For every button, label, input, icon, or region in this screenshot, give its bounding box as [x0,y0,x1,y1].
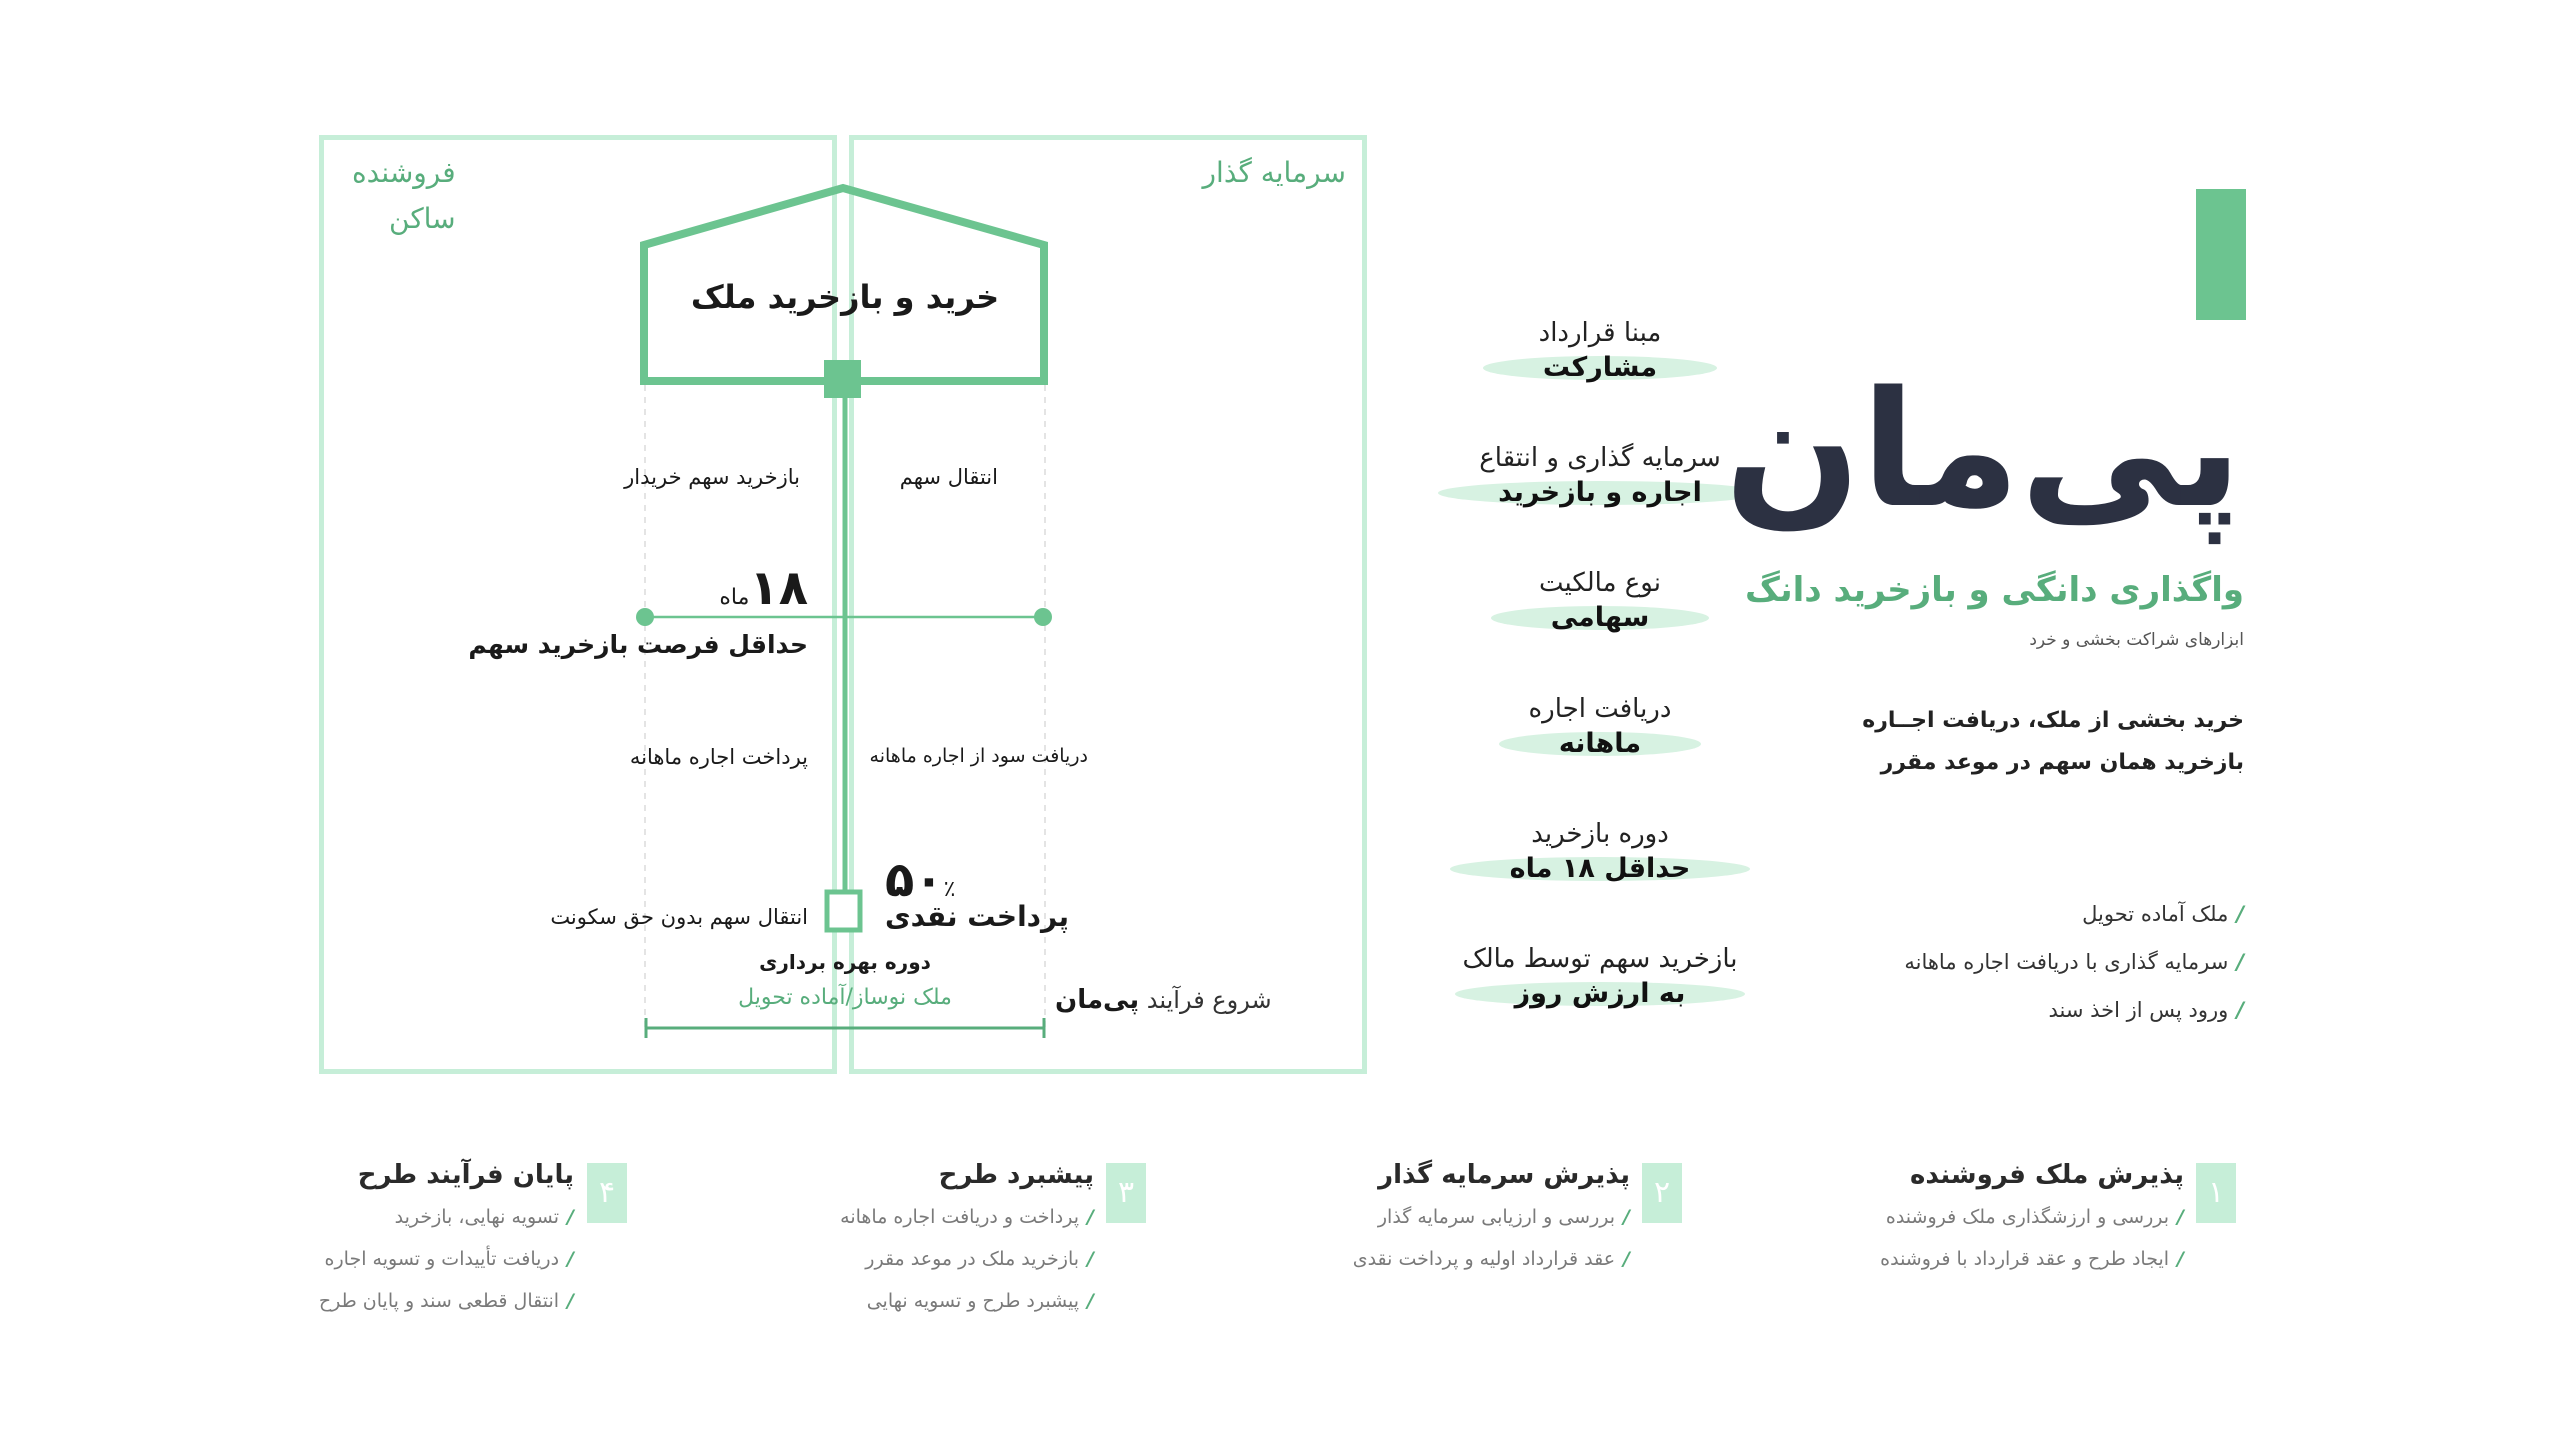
step-number-badge: ۱ [2196,1163,2236,1223]
slash-bullet-icon: / [1087,1290,1094,1312]
attribute-value-pill: مشارکت [1483,350,1717,385]
timeline-dot-left [636,608,654,626]
seller-label: فروشنده ساکن [352,156,456,235]
attribute-value-pill: سهامی [1491,600,1710,635]
brand-subtitle: واگذاری دانگی و بازخرید دانگ [1745,570,2244,610]
step-number-badge: ۲ [1642,1163,1682,1223]
attribute-value-pill: به ارزش روز [1455,976,1746,1011]
flow-label-rent-profit: دریافت سود از اجاره ماهانه [869,745,1088,767]
attribute-value-pill: حداقل ۱۸ ماه [1450,851,1751,886]
process-start: شروع فرآیند پی‌مان [1055,985,1272,1015]
slash-bullet-icon: / [567,1206,574,1228]
slash-bullet-icon: / [1087,1248,1094,1270]
feature-item: /ورود پس از اخذ سند [2048,998,2244,1022]
description-line: خرید بخشی از ملک، دریافت اجــاره [1862,708,2244,733]
timeline-dot-right [1034,608,1052,626]
attribute-investment: سرمایه گذاری و انتقاع اجاره و بازخرید [1430,443,1770,510]
flow-label-rent-payment: پرداخت اجاره ماهانه [629,745,808,769]
feature-item: /ملک آماده تحویل [2082,902,2244,926]
slash-bullet-icon: / [1623,1206,1630,1228]
slash-bullet-icon: / [2177,1248,2184,1270]
slash-bullet-icon: / [2177,1206,2184,1228]
attribute-value-pill: ماهانه [1499,726,1701,761]
slash-bullet-icon: / [567,1290,574,1312]
flow-label-share-transfer: انتقال سهم [899,465,998,489]
junction-square [824,360,861,398]
flow-label-buyback: بازخرید سهم خریدار [624,465,800,489]
attribute-ownership: نوع مالکیت سهامی [1430,568,1770,635]
slash-bullet-icon: / [2236,902,2244,926]
step-3-content: پیشبرد طرح /پرداخت و دریافت اجاره ماهانه /بازخرید ملک در موعد مقرر /پیشبرد طرح و تسویه نهایی [840,1160,1094,1312]
attribute-owner-buyback: بازخرید سهم توسط مالک به ارزش روز [1430,944,1770,1011]
step-2-content: پذیرش سرمایه گذار /بررسی و ارزیابی سرمایه گذار /عقد قرارداد اولیه و پرداخت نقدی [1352,1160,1630,1270]
slash-bullet-icon: / [1087,1206,1094,1228]
attribute-rent: دریافت اجاره ماهانه [1430,694,1770,761]
description-line: بازخرید همان سهم در موعد مقرر [1880,750,2244,775]
step-4-content: پایان فرآیند طرح /تسویه نهایی، بازخرید /دریافت تأییدات و تسویه اجاره /انتقال قطعی سند و پایان طرح [318,1160,574,1312]
cash-percent: ۵۰٪ [885,852,956,908]
step-number-badge: ۳ [1106,1163,1146,1223]
property-state: ملک نوساز/آماده تحویل [738,985,952,1010]
slash-bullet-icon: / [2236,998,2244,1022]
min-period-caption: حداقل فرصت بازخرید سهم [468,630,808,659]
investor-label: سرمایه گذار [1202,156,1346,189]
step-number-badge: ۴ [587,1163,627,1223]
usage-period: دوره بهره برداری [759,950,931,974]
attribute-contract-basis: مبنا قرارداد مشارکت [1430,318,1770,385]
min-period: ۱۸ماه [719,560,808,616]
cash-caption: پرداخت نقدی [885,900,1069,933]
house-title: خرید و بازخرید ملک [690,278,1000,316]
flow-label-no-residence: انتقال سهم بدون حق سکونت [550,905,808,929]
start-square [827,892,860,930]
slash-bullet-icon: / [567,1248,574,1270]
attribute-buyback-period: دوره بازخرید حداقل ۱۸ ماه [1430,819,1770,886]
step-1-content: پذیرش ملک فروشنده /بررسی و ارزشگذاری ملک فروشنده /ایجاد طرح و عقد قرارداد با فروشنده [1880,1160,2184,1270]
slash-bullet-icon: / [1623,1248,1630,1270]
feature-item: /سرمایه گذاری با دریافت اجاره ماهانه [1904,950,2244,974]
slash-bullet-icon: / [2236,950,2244,974]
brand-tagline: ابزارهای شراکت بخشی و خرد [2029,630,2244,650]
attribute-value-pill: اجاره و بازخرید [1438,475,1762,510]
brand-title: پی‌مان [1724,356,2242,543]
